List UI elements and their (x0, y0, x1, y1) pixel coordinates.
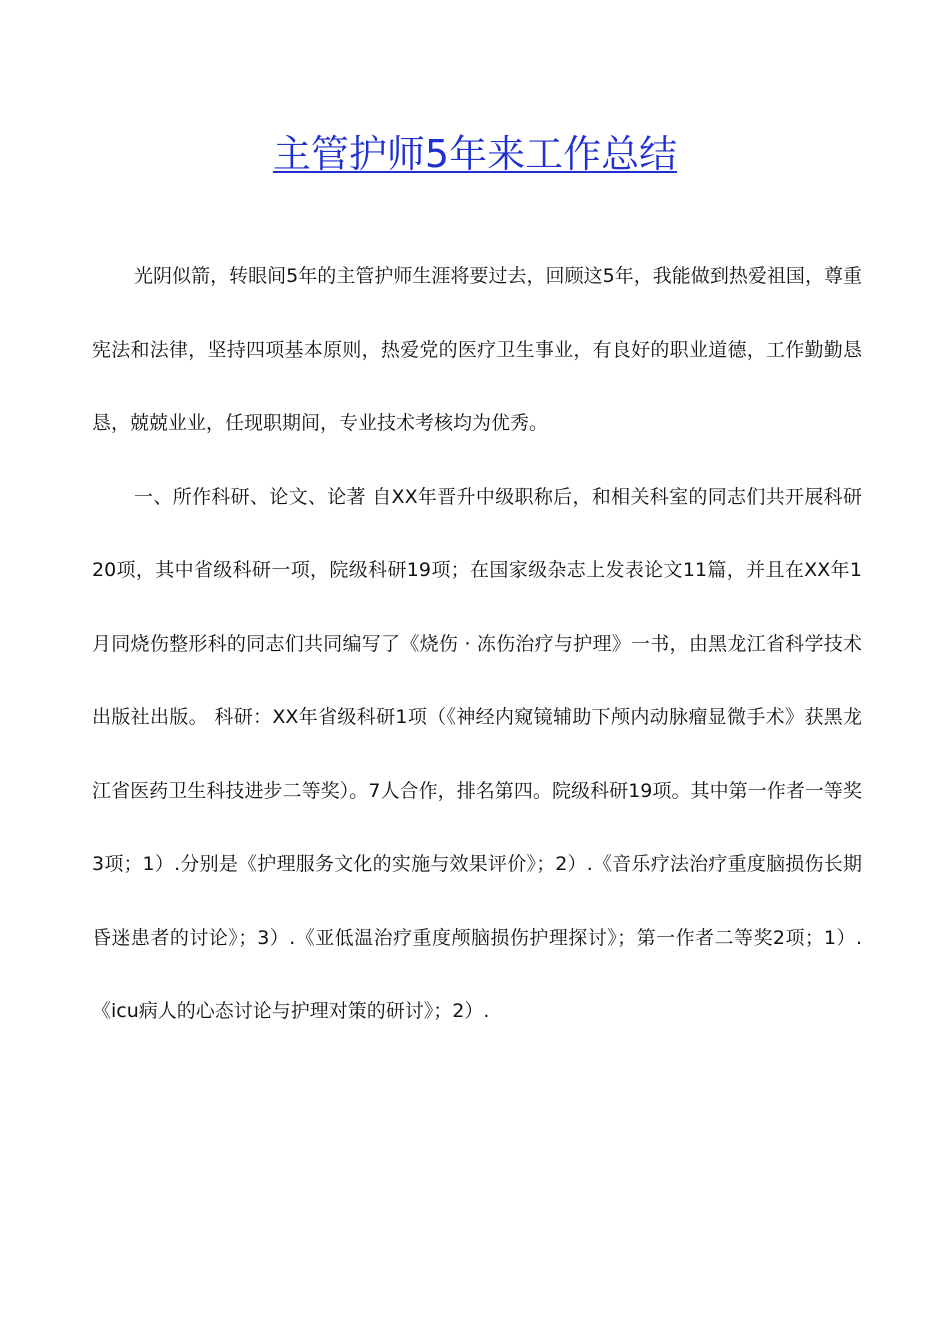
document-body (92, 240, 862, 1049)
document-title (0, 126, 950, 182)
paragraph-intro: 光阴似箭，转眼间5年的主管护师生涯将要过去，回顾这5年，我能做到热爱祖国，尊重宪法和法律，坚持四项基本原则，热爱党的医疗卫生事业，有良好的职业道德，工作勤勤恳恳，兢兢业业，任现职期间，专业技术考核均为优秀。 (92, 265, 862, 434)
title-link[interactable]: 主管护师5年来工作总结 (272, 132, 678, 176)
paragraph-research: 一、所作科研、论文、论著 自XX年晋升中级职称后，和相关科室的同志们共开展科研20项，其中省级科研一项，院级科研19项；在国家级杂志上发表论文11篇，并且在XX年1月同烧伤整形科的同志们共同编写了《烧伤 · 冻伤治疗与护理》一书，由黑龙江省科学技术出版社出版。 科研：XX年省级科研1项（《神经内窥镜辅助下颅内动脉瘤显微手术》获黑龙江省医药卫生科技进步二等奖）。7人合作，排名第四。院级科研19项。其中第一作者一等奖3项；1）.分别是《护理服务文化的实施与效果评价》；2）.《音乐疗法治疗重度脑损伤长期昏迷患者的讨论》；3）.《亚低温治疗重度颅脑损伤护理探讨》；第一作者二等奖2项；1）.《icu病人的心态讨论与护理对策的研讨》；2）. (92, 485, 862, 1022)
